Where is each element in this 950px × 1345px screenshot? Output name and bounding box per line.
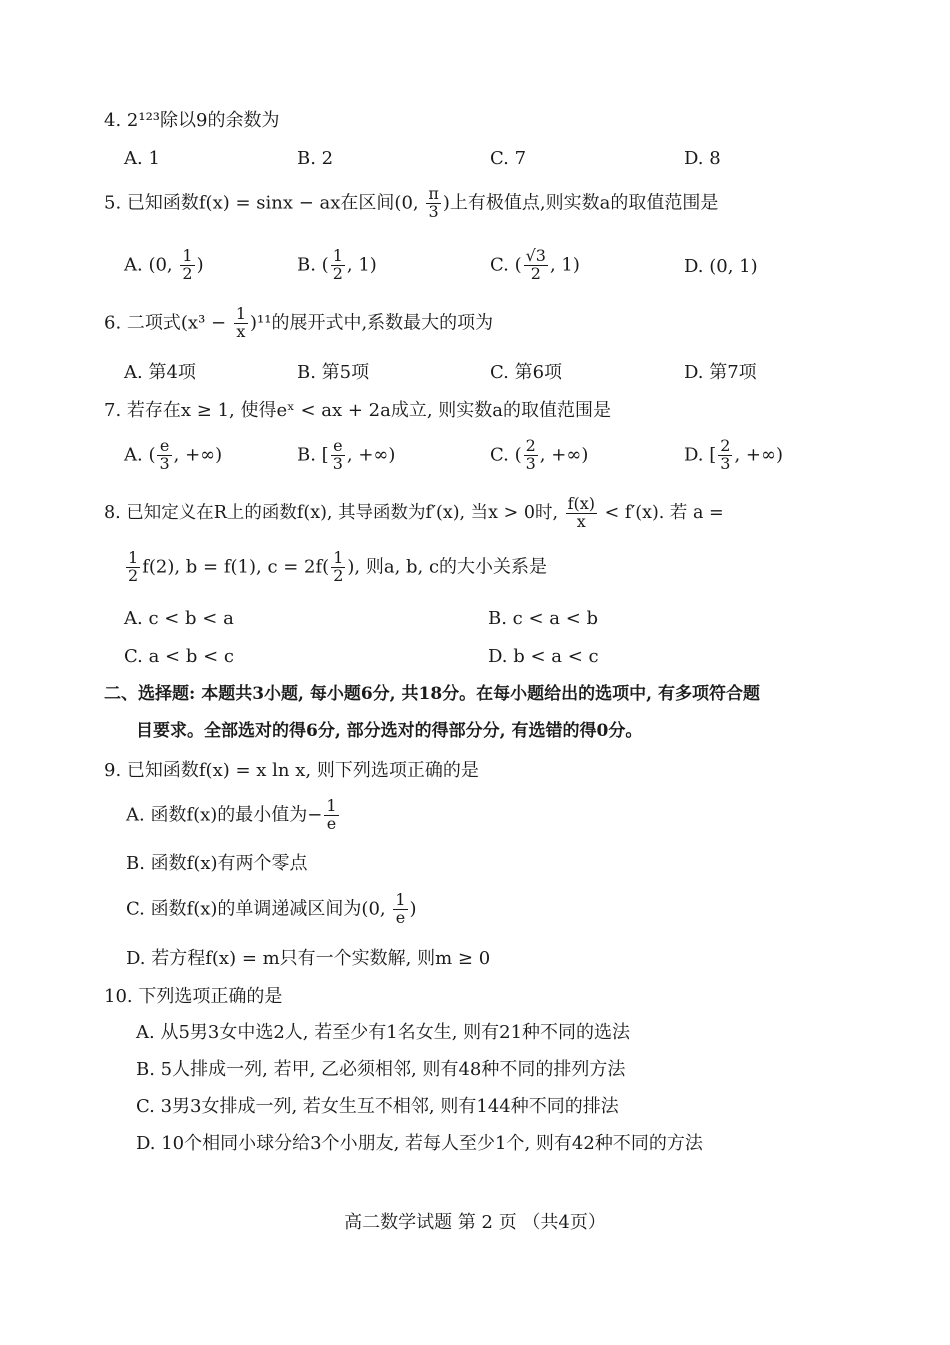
q7-option-c: C. ( $\frac{2}{3}$ , +∞) xyxy=(490,436,589,473)
q6-option-b: B. 第5项 xyxy=(297,362,370,383)
section-2-heading-line2: 目要求。全部选对的得6分, 部分选对的得部分分, 有选错的得0分。 xyxy=(136,721,643,741)
q5-option-d: D. (0, 1) xyxy=(684,256,758,277)
q4-option-c: C. 7 xyxy=(490,148,527,169)
question-4-stem: 4. 2¹²³除以9的余数为 xyxy=(104,110,280,131)
q9-option-b: B. 函数f(x)有两个零点 xyxy=(126,853,308,874)
q10-option-b: B. 5人排成一列, 若甲, 乙必须相邻, 则有48种不同的排列方法 xyxy=(136,1059,626,1080)
q7-option-a: A. ( $\frac{e}{3}$ , +∞) xyxy=(124,436,223,473)
q6-option-a: A. 第4项 xyxy=(124,362,196,383)
q10-option-c: C. 3男3女排成一列, 若女生互不相邻, 则有144种不同的排法 xyxy=(136,1096,619,1117)
q5-option-a: A. (0, $\frac{1}{2}$ ) xyxy=(124,246,204,283)
q6-option-c: C. 第6项 xyxy=(490,362,563,383)
q10-option-d: D. 10个相同小球分给3个小朋友, 若每人至少1个, 则有42种不同的方法 xyxy=(136,1133,703,1154)
question-9-stem: 9. 已知函数f(x) = x ln x, 则下列选项正确的是 xyxy=(104,760,479,781)
q7-option-b: B. [ $\frac{e}{3}$ , +∞) xyxy=(297,436,396,473)
q8-option-a: A. c < b < a xyxy=(124,608,234,629)
q9-option-d: D. 若方程f(x) = m只有一个实数解, 则m ≥ 0 xyxy=(126,948,491,969)
q4-option-b: B. 2 xyxy=(297,148,334,169)
section-2-heading-line1: 二、选择题: 本题共3小题, 每小题6分, 共18分。在每小题给出的选项中, 有多项符合题 xyxy=(104,684,761,704)
q4-option-d: D. 8 xyxy=(684,148,721,169)
q7-option-d: D. [ $\frac{2}{3}$ , +∞) xyxy=(684,436,783,473)
q10-option-a: A. 从5男3女中选2人, 若至少有1名女生, 则有21种不同的选法 xyxy=(136,1022,631,1043)
question-5-stem: 5. 已知函数f(x) = sinx − ax在区间(0, $\frac{\pi}{3}$ )上有极值点,则实数a的取值范围是 xyxy=(104,184,719,221)
q5-option-c: C. ( $\frac{√3}{2}$ , 1) xyxy=(490,246,580,283)
q8-option-c: C. a < b < c xyxy=(124,646,234,667)
q4-option-a: A. 1 xyxy=(124,148,160,169)
question-8-stem-line2: $\frac{1}{2}$ f(2), b = f(1), c = 2f( $\frac{1}{2}$ ), 则a, b, c的大小关系是 xyxy=(128,548,548,585)
q8-option-d: D. b < a < c xyxy=(488,646,599,667)
q9-option-c: C. 函数f(x)的单调递减区间为(0, $\frac{1}{e}$ ) xyxy=(126,890,417,927)
q8-option-b: B. c < a < b xyxy=(488,608,599,629)
question-10-stem: 10. 下列选项正确的是 xyxy=(104,986,283,1007)
q5-option-b: B. ( $\frac{1}{2}$ , 1) xyxy=(297,246,377,283)
question-8-stem-line1: 8. 已知定义在R上的函数f(x), 其导函数为f′(x), 当x > 0时, $\frac{f(x)}{x}$ < f′(x). 若 a = xyxy=(104,494,724,531)
question-7-stem: 7. 若存在x ≥ 1, 使得eˣ < ax + 2a成立, 则实数a的取值范围是 xyxy=(104,400,612,421)
question-6-stem: 6. 二项式(x³ − $\frac{1}{x}$ )¹¹的展开式中,系数最大的项为 xyxy=(104,304,494,341)
page-footer: 高二数学试题 第 2 页 （共4页） xyxy=(344,1212,606,1233)
q5-stem-fraction: $\frac{\pi}{3}$ xyxy=(428,184,439,221)
q6-option-d: D. 第7项 xyxy=(684,362,757,383)
q9-option-a: A. 函数f(x)的最小值为− $\frac{1}{e}$ xyxy=(126,796,337,833)
